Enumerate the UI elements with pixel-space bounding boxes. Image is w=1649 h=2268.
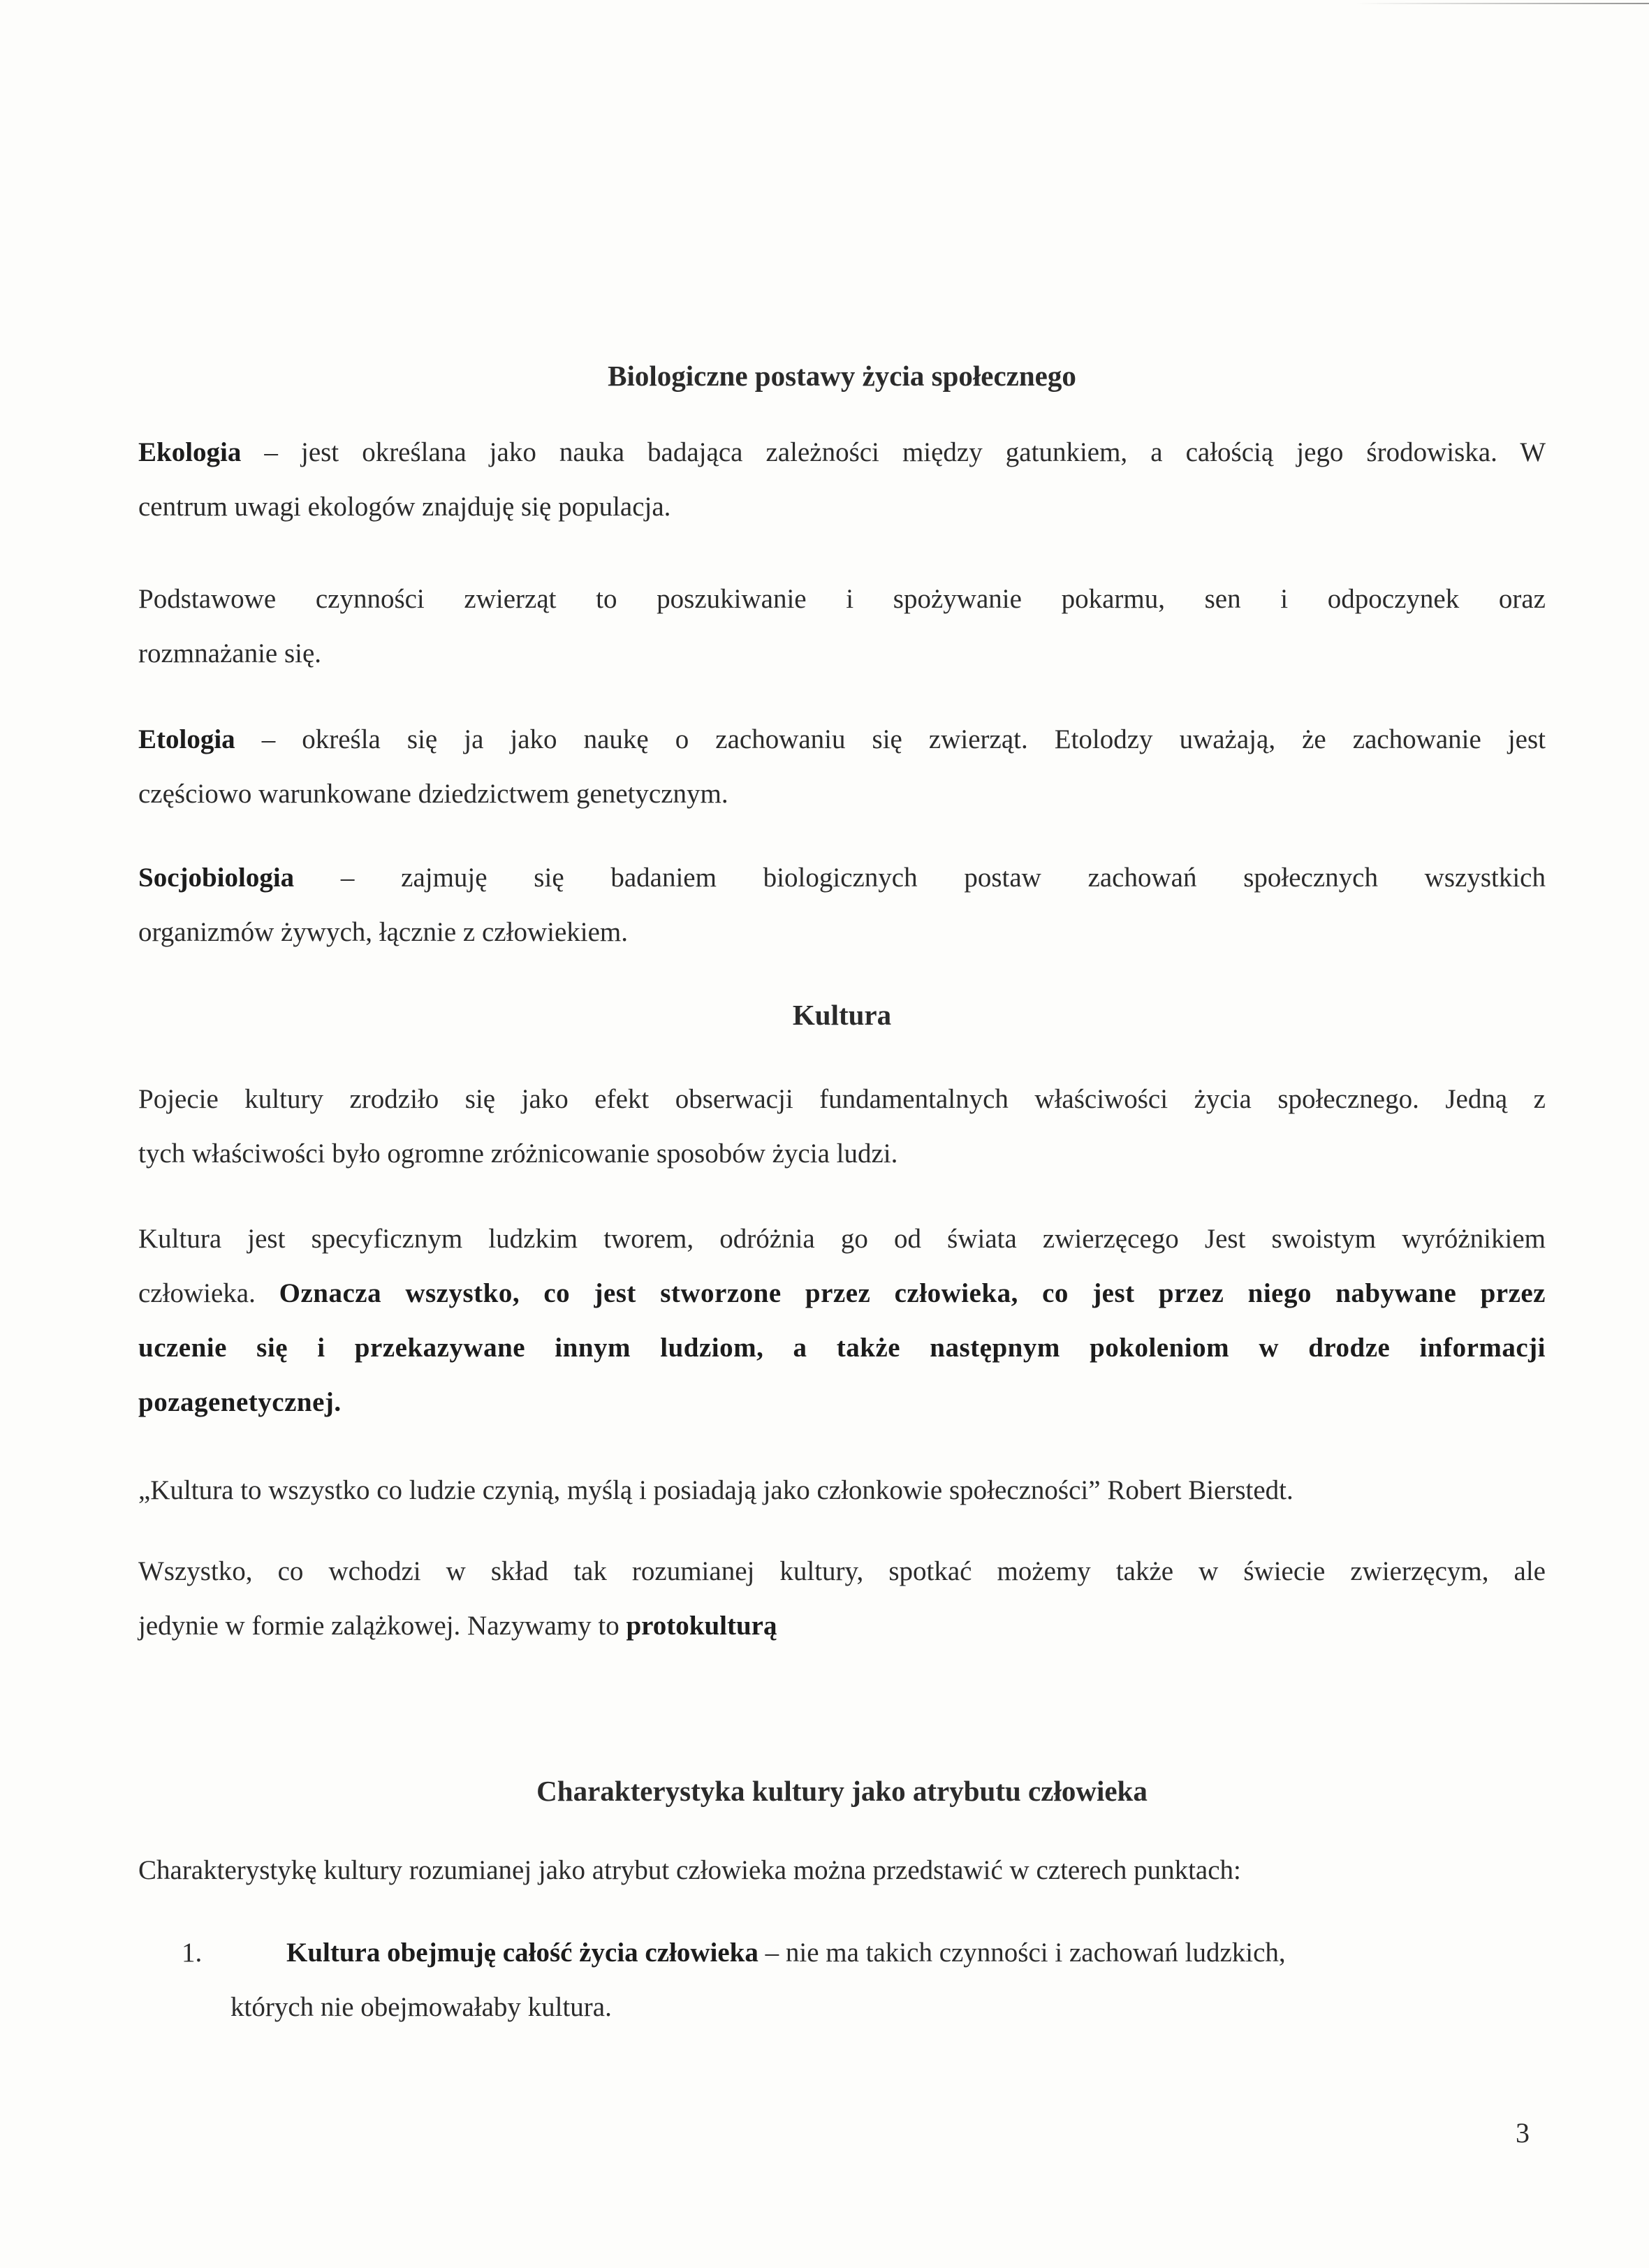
paragraph-etologia [138,712,1546,821]
etologia-line-1 [138,712,1546,767]
culture-2-line-2 [138,1266,1546,1321]
heading-culture: Kultura [792,999,892,1031]
paragraph-ekologia [138,425,1546,534]
podstawowe-line-1: Podstawowe czynności zwierząt to poszukiwanie i spożywanie pokarmu, sen i odpoczynek oraz [138,584,1546,614]
paragraph-quote [138,1463,1546,1518]
culture-definition-bold-3: pozagenetycznej. [138,1387,342,1417]
list-item-rest: – nie ma takich czynności i zachowań ludzkich, [758,1938,1286,1968]
term-ekologia: Ekologia [138,437,242,467]
protokultura-line-1: Wszystko, co wchodzi w skład tak rozumianej kultury, spotkać możemy także w świecie zwierzęcym, ale [138,1556,1546,1586]
heading-biology: Biologiczne postawy życia społecznego [608,360,1076,392]
socjobiologia-line-2: organizmów żywych, łącznie z człowiekiem. [138,917,628,947]
culture-2-line-1: Kultura jest specyficznym ludzkim tworem, odróżnia go od świata zwierzęcego Jest swoistym wyróżnikiem [138,1224,1546,1254]
term-etologia: Etologia [138,724,235,754]
etologia-line-2: częściowo warunkowane dziedzictwem genetycznym. [138,779,728,809]
paragraph-characteristics-intro [138,1843,1546,1898]
ekologia-line-2: centrum uwagi ekologów znajduję się populacja. [138,492,671,522]
list-item-number: 1. [182,1938,203,1968]
culture-1-line-1: Pojecie kultury zrodziło się jako efekt obserwacji fundamentalnych właściwości życia społecznego. Jedną z [138,1084,1546,1114]
page-number: 3 [1516,2117,1530,2149]
culture-definition-bold-1: Oznacza wszystko, co jest stworzone przez człowieka, co jest przez niego nabywane przez [279,1278,1546,1308]
heading-characteristics: Charakterystyka kultury jako atrybutu człowieka [536,1775,1148,1807]
ekologia-line-1 [138,425,1546,480]
paragraph-culture-1 [138,1072,1546,1181]
term-socjobiologia: Socjobiologia [138,863,295,893]
scan-edge-line [1356,3,1649,4]
culture-definition-bold-2: uczenie się i przekazywane innym ludziom, a także następnym pokoleniom w drodze informacji [138,1333,1546,1363]
protokultura-line-2 [138,1599,1546,1653]
list-item-bold: Kultura obejmuję całość życia człowieka [286,1938,758,1968]
socjobiologia-line-1 [138,851,1546,905]
list-item-text [286,1926,1474,1980]
protokultura-line-2-plain: jedynie w formie zalążkowej. Nazywamy to [138,1611,626,1641]
ekologia-text-1: – jest określana jako nauka badająca zależności między gatunkiem, a całością jego środowiska. W [241,437,1546,467]
characteristics-intro-line: Charakterystykę kultury rozumianej jako atrybut człowieka można przedstawić w czterech punktach: [138,1855,1241,1885]
culture-1-line-2: tych właściwości było ogromne zróżnicowanie sposobów życia ludzi. [138,1139,898,1169]
paragraph-podstawowe [138,572,1546,681]
list-item-continuation: których nie obejmowałaby kultura. [230,1992,612,2022]
paragraph-culture-2 [138,1212,1546,1430]
bierstedt-quote: „Kultura to wszystko co ludzie czynią, myślą i posiadają jako członkowie społeczności” Robert Bierstedt. [138,1475,1293,1505]
socjobiologia-text-1: – zajmuję się badaniem biologicznych postaw zachowań społecznych wszystkich [294,863,1546,893]
paragraph-protokultura [138,1544,1546,1653]
paragraph-socjobiologia [138,851,1546,960]
etologia-text-1: – określa się ja jako naukę o zachowaniu się zwierząt. Etolodzy uważają, że zachowanie jest [235,724,1546,754]
term-protokultura: protokulturą [626,1611,777,1641]
podstawowe-line-2: rozmnażanie się. [138,638,322,668]
culture-2-line-2-plain: człowieka. [138,1278,279,1308]
